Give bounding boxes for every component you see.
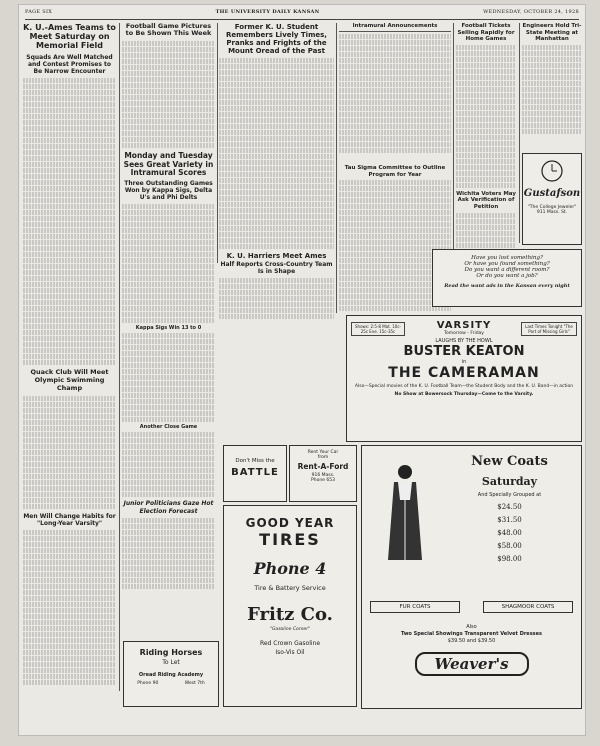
riding-line-3: Oread Riding Academy [138, 672, 204, 678]
weavers-coats-ad [361, 445, 582, 709]
varsity-last-times: Last Times Tonight "The Port of Missing Girls" [521, 322, 577, 336]
riding-ad [123, 641, 219, 707]
col3-deck-2: Half Reports Cross-Country Team Is in Shape [220, 261, 333, 276]
gustafson-tagline: "The College Jeweler" [527, 205, 577, 210]
shagmoor-coats-label: SHAGMOOR COATS [483, 601, 573, 613]
want-ads-line-1: Have you lost something? [471, 255, 543, 261]
fritz-slogan: "Gasoline Corner" [269, 627, 311, 632]
battle-ad [223, 445, 287, 502]
coats-title: New Coats [471, 454, 548, 469]
varsity-days: Tomorrow - Friday [444, 331, 484, 336]
col3-headline-2: K. U. Harriers Meet Ames [226, 252, 327, 261]
issue-date: WEDNESDAY, OCTOBER 24, 1928 [483, 9, 579, 15]
coat-price: $31.50 [497, 516, 522, 524]
col2-headline-3: Junior Politicians Gaze Hot Election Forecast [123, 500, 214, 515]
battle-line-1: Don't Miss the [235, 458, 275, 464]
col2-subhead: Kappa Sigs Win 13 to 0 [135, 325, 202, 332]
coats-also: Also [466, 624, 477, 630]
coat-price: $98.00 [497, 555, 522, 563]
col1-headline: K. U.-Ames Teams to Meet Saturday on Memorial Field [23, 23, 116, 51]
coat-price: $58.00 [497, 542, 522, 550]
varsity-footnote: No Show at Bowersock Thursday—Come to the Varsity. [394, 392, 534, 397]
weavers-logo: Weaver's [415, 652, 529, 676]
rent-a-ford-ad [289, 445, 357, 502]
goodyear-phone: Phone 4 [253, 559, 327, 578]
column-4 [339, 23, 451, 168]
want-ads-line-5: Read the want ads in the Kansan every night [444, 283, 570, 289]
goodyear-fritz-ad [223, 505, 357, 707]
varsity-laughs: LAUGHS BY THE HOWL [435, 338, 493, 344]
coats-note: And Specially Grouped at [477, 492, 542, 498]
varsity-ad [346, 315, 582, 442]
riding-phone: Phone 90 [137, 681, 159, 686]
goodyear-brand: GOOD YEAR [245, 516, 335, 530]
rent-line-4: 916 Mass. [311, 473, 335, 478]
want-ads-line-2: Or have you found something? [464, 261, 550, 267]
goodyear-service: Tire & Battery Service [254, 584, 326, 592]
coats-also-3: $39.50 and $39.50 [447, 638, 496, 644]
col2-headline: Football Game Pictures to Be Shown This Week [125, 22, 212, 38]
varsity-also: Also—Special movies of the K. U. Football Team—the Student Body and the K. U. Band—in action [354, 384, 574, 389]
column-1 [23, 23, 116, 691]
rent-line-3: Rent-A-Ford [297, 462, 349, 471]
column-2 [122, 23, 215, 663]
varsity-title: THE CAMERAMAN [388, 365, 540, 381]
col1-deck: Squads Are Well Matched and Contest Promises to Be Narrow Encounter [26, 53, 113, 75]
col2-deck-2: Three Outstanding Games Won by Kappa Sigs, Delta U's and Phi Delts [124, 179, 213, 202]
col3-headline: Former K. U. Student Remembers Lively Times, Pranks and Frights of the Mount Oread of the Past [226, 23, 327, 56]
coats-also-2: Two Special Showings Transparent Velvet Dresses [400, 631, 543, 637]
coat-price: $24.50 [497, 503, 522, 511]
column-6 [522, 23, 582, 153]
woman-in-coat-illustration [380, 460, 430, 570]
riding-line-1: Riding Horses [139, 648, 203, 657]
col4-headline: Intramural Announcements [339, 23, 451, 32]
paper-title: THE UNIVERSITY DAILY KANSAN [215, 9, 320, 15]
riding-address: West 7th [184, 681, 205, 686]
varsity-showtimes: Shows: 2:5-8 Mat. 10c-25c Eve. 15c-35c [351, 322, 405, 336]
fritz-company: Fritz Co. [247, 604, 333, 625]
fritz-oil: Iso-Vis Oil [275, 649, 305, 656]
col2-subhead-2: Another Close Game [139, 424, 198, 431]
page-number: PAGE SIX [25, 9, 53, 15]
goodyear-product: TIRES [259, 530, 321, 549]
battle-line-2: BATTLE [231, 467, 279, 478]
varsity-in: in [461, 359, 467, 365]
gustafson-brand: Gustafson [523, 188, 581, 199]
masthead [25, 9, 579, 20]
coat-price: $48.00 [497, 529, 522, 537]
want-ads-line-4: Or do you want a job? [476, 273, 538, 279]
fur-coats-label: FUR COATS [370, 601, 460, 613]
fritz-gasoline: Red Crown Gasoline [259, 640, 321, 647]
col2-headline-2: Monday and Tuesday Sees Great Variety in Intramural Scores [123, 150, 214, 178]
coats-day: Saturday [481, 475, 538, 488]
col1-headline-2: Quack Club Will Meet Olympic Swimming Champ [30, 368, 109, 392]
varsity-name: VARSITY [436, 320, 492, 331]
want-ads-ad [432, 249, 582, 307]
rent-line-2: from [317, 455, 329, 460]
riding-line-2: To Let [162, 659, 180, 666]
col3-headline-3: Tau Sigma Committee to Outline Program for Year [344, 165, 446, 178]
newspaper-page [18, 4, 586, 736]
varsity-star: BUSTER KEATON [403, 344, 525, 359]
rent-line-5: Phone 653 [311, 478, 335, 483]
rent-line-1: Rent Your Car [307, 450, 339, 455]
col1-headline-3: Men Will Change Habits for "Long-Year Varsity" [23, 512, 116, 527]
gustafson-ad [522, 153, 582, 245]
want-ads-line-3: Do you want a different room? [464, 267, 550, 273]
clock-icon [537, 158, 567, 184]
col4-headline-2: Football Tickets Selling Rapidly for Home Games [457, 23, 515, 43]
col5-headline: Engineers Hold Tri-State Meeting at Manhattan [522, 23, 582, 43]
column-3 [219, 23, 334, 313]
col5-headline-2: Wichita Voters May Ask Verification of Petition [456, 190, 516, 210]
column-5 [456, 23, 516, 210]
gustafson-address: 911 Mass. St. [536, 210, 568, 215]
